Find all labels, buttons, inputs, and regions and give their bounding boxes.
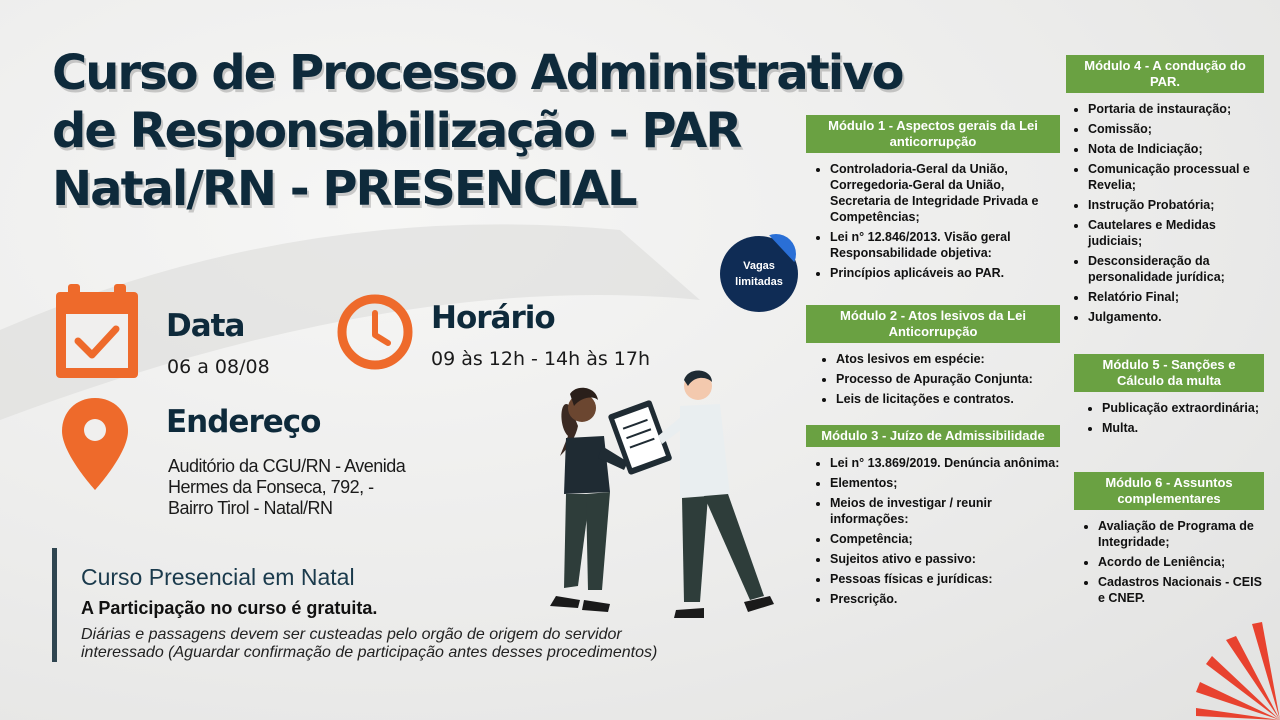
list-item: • Atos lesivos em espécie: <box>836 351 1060 367</box>
module-1-title: Módulo 1 - Aspectos gerais da Lei anticorrupção <box>806 115 1060 153</box>
people-illustration <box>530 366 790 630</box>
list-item: • Sujeitos ativo e passivo: <box>830 551 1060 567</box>
module-6 <box>1074 472 1264 610</box>
module-4 <box>1066 55 1264 329</box>
page-title: Curso de Processo Administrativo de Responsabilização - PAR Natal/RN - PRESENCIAL <box>52 45 903 217</box>
list-item: • Portaria de instauração; <box>1088 101 1264 117</box>
list-item: • Comissão; <box>1088 121 1264 137</box>
calendar-check-icon <box>54 284 140 380</box>
info-subtitle: Curso Presencial em Natal <box>81 564 355 590</box>
module-5 <box>1074 354 1264 440</box>
list-item: • Competência; <box>830 531 1060 547</box>
list-item: • Julgamento. <box>1088 309 1264 325</box>
list-item: • Elementos; <box>830 475 1060 491</box>
module-2-title: Módulo 2 - Atos lesivos da Lei Anticorrupção <box>806 305 1060 343</box>
module-3-title: Módulo 3 - Juízo de Admissibilidade <box>806 425 1060 447</box>
list-item: • Publicação extraordinária; <box>1102 400 1264 416</box>
module-6-title: Módulo 6 - Assuntos complementares <box>1074 472 1264 510</box>
data-label: Data <box>166 308 245 344</box>
vagas-limitadas-badge: Vagas limitadas <box>720 236 798 312</box>
info-free-text: A Participação no curso é gratuita. <box>81 598 378 618</box>
horario-label: Horário <box>431 300 555 336</box>
list-item: • Cautelares e Medidas judiciais; <box>1088 217 1264 249</box>
endereco-address: Auditório da CGU/RN - Avenida Hermes da Fonseca, 792, - Bairro Tirol - Natal/RN <box>168 456 406 518</box>
list-item: • Controladoria-Geral da União, Corregedoria-Geral da União, Secretaria de Integridade Privada e Competências; <box>830 161 1060 225</box>
location-pin-icon <box>60 396 130 492</box>
module-2-list <box>806 351 1060 407</box>
module-3-list <box>806 455 1060 607</box>
list-item: • Avaliação de Programa de Integridade; <box>1098 518 1264 550</box>
list-item: • Acordo de Leniência; <box>1098 554 1264 570</box>
endereco-label: Endereço <box>166 404 321 440</box>
module-3 <box>806 425 1060 611</box>
list-item: • Cadastros Nacionais - CEIS e CNEP. <box>1098 574 1264 606</box>
module-5-list <box>1074 400 1264 436</box>
clock-icon <box>336 293 414 371</box>
module-1-list <box>806 161 1060 281</box>
list-item: • Processo de Apuração Conjunta: <box>836 371 1060 387</box>
list-item: • Relatório Final; <box>1088 289 1264 305</box>
info-note: Diárias e passagens devem ser custeadas pelo orgão de origem do servidor interessado (Aguardar confirmação de participação antes desses procedimentos) <box>81 626 658 661</box>
list-item: • Meios de investigar / reunir informações: <box>830 495 1060 527</box>
list-item: • Princípios aplicáveis ao PAR. <box>830 265 1060 281</box>
list-item: • Instrução Probatória; <box>1088 197 1264 213</box>
list-item: • Comunicação processual e Revelia; <box>1088 161 1264 193</box>
module-4-title: Módulo 4 - A condução do PAR. <box>1066 55 1264 93</box>
list-item: • Leis de licitações e contratos. <box>836 391 1060 407</box>
list-item: • Lei n° 13.869/2019. Denúncia anônima: <box>830 455 1060 471</box>
horario-value: 09 às 12h - 14h às 17h <box>431 348 651 370</box>
list-item: • Multa. <box>1102 420 1264 436</box>
sunburst-decoration <box>1196 620 1280 720</box>
module-5-title: Módulo 5 - Sanções e Cálculo da multa <box>1074 354 1264 392</box>
list-item: • Prescrição. <box>830 591 1060 607</box>
module-2 <box>806 305 1060 411</box>
module-1 <box>806 115 1060 285</box>
list-item: • Pessoas físicas e jurídicas: <box>830 571 1060 587</box>
data-value: 06 a 08/08 <box>167 356 270 378</box>
list-item: • Nota de Indiciação; <box>1088 141 1264 157</box>
module-6-list <box>1074 518 1264 606</box>
module-4-list <box>1066 101 1264 325</box>
list-item: • Desconsideração da personalidade jurídica; <box>1088 253 1264 285</box>
list-item: • Lei n° 12.846/2013. Visão geral Responsabilidade objetiva: <box>830 229 1060 261</box>
